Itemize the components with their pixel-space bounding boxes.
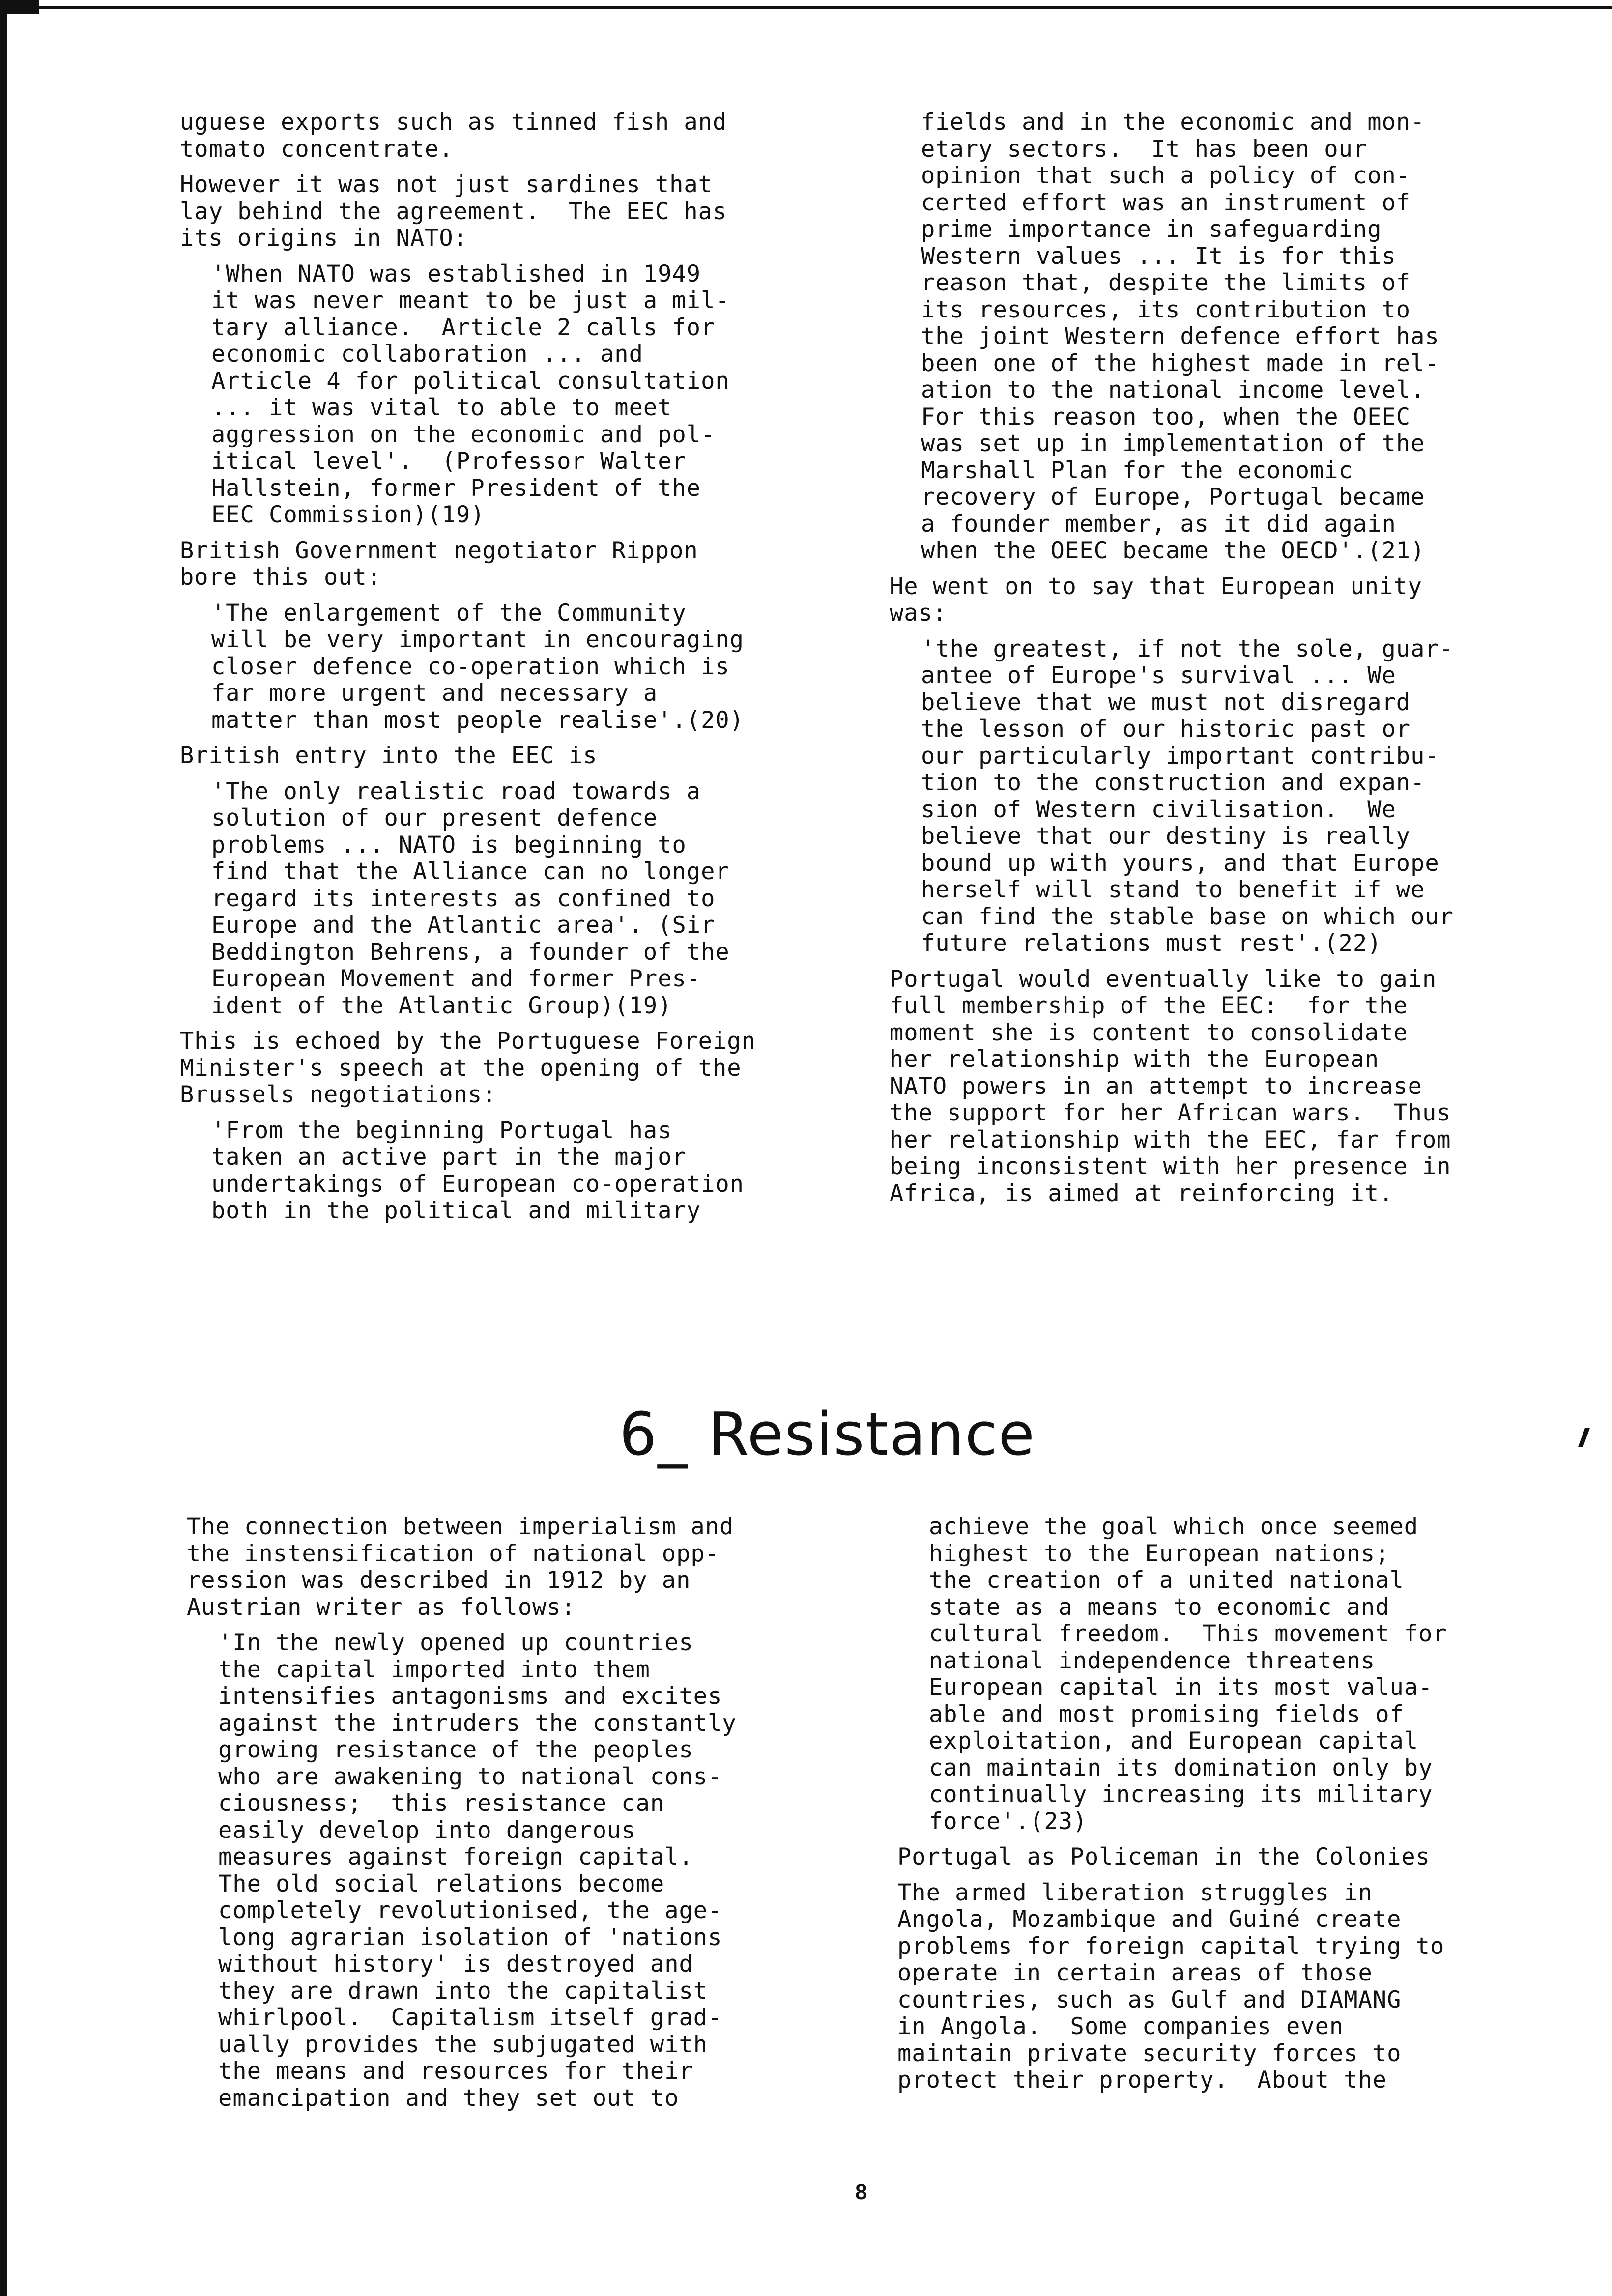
body-paragraph xyxy=(180,743,756,770)
text-line: ation to the national income level. xyxy=(921,376,1425,403)
body-paragraph xyxy=(897,1844,1447,1871)
text-line: etary sectors. It has been our xyxy=(921,135,1368,163)
text-line: NATO powers in an attempt to increase xyxy=(890,1072,1422,1100)
text-line: cultural freedom. This movement for xyxy=(929,1620,1447,1647)
text-line: Marshall Plan for the economic xyxy=(921,457,1353,484)
text-line: ... it was vital to able to meet xyxy=(211,394,672,421)
text-line: force'.(23) xyxy=(929,1808,1088,1835)
text-line: solution of our present defence xyxy=(211,804,658,832)
paragraph-gap xyxy=(187,1621,737,1630)
text-line: 'When NATO was established in 1949 xyxy=(211,260,701,287)
body-paragraph xyxy=(890,574,1454,627)
text-line: future relations must rest'.(22) xyxy=(921,930,1382,957)
text-line: exploitation, and European capital xyxy=(929,1727,1419,1754)
text-line: Brussels negotiations: xyxy=(180,1081,497,1108)
text-line: problems ... NATO is beginning to xyxy=(211,831,687,859)
text-line: can find the stable base on which our xyxy=(921,903,1454,930)
text-line: long agrarian isolation of 'nations xyxy=(218,1923,722,1951)
text-line: Portugal would eventually like to gain xyxy=(890,965,1437,993)
text-line: antee of Europe's survival ... We xyxy=(921,662,1396,689)
top-left-column xyxy=(180,109,756,1225)
text-line: However it was not just sardines that xyxy=(180,171,713,198)
quotation-paragraph xyxy=(180,600,756,734)
paragraph-gap xyxy=(897,1835,1447,1844)
text-line: reason that, despite the limits of xyxy=(921,269,1411,296)
text-line: completely revolutionised, the age- xyxy=(218,1897,722,1924)
text-line: matter than most people realise'.(20) xyxy=(211,706,744,734)
text-line: achieve the goal which once seemed xyxy=(929,1513,1419,1540)
paragraph-gap xyxy=(180,163,756,172)
text-line: ually provides the subjugated with xyxy=(218,2031,708,2058)
text-line: opinion that such a policy of con- xyxy=(921,162,1411,189)
text-line: our particularly important contribu- xyxy=(921,742,1439,770)
paragraph-gap xyxy=(890,627,1454,636)
text-line: 'the greatest, if not the sole, guar- xyxy=(921,635,1454,662)
body-paragraph xyxy=(187,1514,737,1621)
paragraph-gap xyxy=(890,565,1454,574)
text-line: will be very important in encouraging xyxy=(211,626,744,653)
text-line: being inconsistent with her presence in xyxy=(890,1153,1451,1180)
text-line: Beddington Behrens, a founder of the xyxy=(211,938,730,966)
text-line: tion to the construction and expan- xyxy=(921,769,1425,796)
text-line: Hallstein, former President of the xyxy=(211,474,701,502)
text-line: Portugal as Policeman in the Colonies xyxy=(897,1843,1430,1870)
quotation-paragraph xyxy=(187,1630,737,2112)
text-line: growing resistance of the peoples xyxy=(218,1736,693,1763)
text-line: was: xyxy=(890,600,948,627)
paragraph-gap xyxy=(180,734,756,743)
quotation-paragraph xyxy=(897,1514,1447,1835)
text-line: maintain private security forces to xyxy=(897,2039,1402,2067)
text-line: the creation of a united national xyxy=(929,1567,1404,1594)
text-line: Austrian writer as follows: xyxy=(187,1593,576,1621)
quotation-paragraph xyxy=(890,636,1454,957)
text-line: find that the Alliance can no longer xyxy=(211,858,730,885)
text-line: prime importance in safeguarding xyxy=(921,216,1382,243)
text-line: tomato concentrate. xyxy=(180,135,454,163)
text-line: measures against foreign capital. xyxy=(218,1843,693,1870)
text-line: easily develop into dangerous xyxy=(218,1816,636,1844)
text-line: the instensification of national opp- xyxy=(187,1540,720,1567)
page-number: 8 xyxy=(855,2180,867,2204)
text-line: The connection between imperialism and xyxy=(187,1513,734,1540)
corner-mark xyxy=(0,0,39,14)
text-line: they are drawn into the capitalist xyxy=(218,1977,708,2005)
text-line: itical level'. (Professor Walter xyxy=(211,448,687,475)
text-line: the means and resources for their xyxy=(218,2058,693,2085)
text-line: state as a means to economic and xyxy=(929,1593,1390,1621)
text-line: whirlpool. Capitalism itself grad- xyxy=(218,2004,722,2031)
text-line: Minister's speech at the opening of the xyxy=(180,1054,742,1082)
text-line: full membership of the EEC: for the xyxy=(890,992,1408,1019)
text-line: Angola, Mozambique and Guiné create xyxy=(897,1906,1402,1933)
text-line: believe that our destiny is really xyxy=(921,823,1411,850)
text-line: a founder member, as it did again xyxy=(921,510,1396,538)
text-line: economic collaboration ... and xyxy=(211,341,643,368)
text-line: tary alliance. Article 2 calls for xyxy=(211,314,716,341)
text-line: regard its interests as confined to xyxy=(211,885,716,912)
text-line: emancipation and they set out to xyxy=(218,2084,679,2112)
body-paragraph xyxy=(180,109,756,163)
text-line: believe that we must not disregard xyxy=(921,689,1411,716)
text-line: who are awakening to national cons- xyxy=(218,1763,722,1790)
body-paragraph xyxy=(180,538,756,591)
text-line: intensifies antagonisms and excites xyxy=(218,1683,722,1710)
text-line: the support for her African wars. Thus xyxy=(890,1099,1451,1126)
paragraph-gap xyxy=(180,1019,756,1028)
text-line: The old social relations become xyxy=(218,1870,665,1897)
paragraph-gap xyxy=(180,252,756,261)
quotation-paragraph xyxy=(180,778,756,1020)
text-line: ident of the Atlantic Group)(19) xyxy=(211,992,672,1019)
text-line: bore this out: xyxy=(180,564,382,591)
scan-left-edge xyxy=(0,0,7,2296)
text-line: the joint Western defence effort has xyxy=(921,323,1439,350)
text-line: continually increasing its military xyxy=(929,1781,1433,1808)
text-line: European Movement and former Pres- xyxy=(211,965,701,992)
text-line: its origins in NATO: xyxy=(180,225,468,252)
body-paragraph xyxy=(180,172,756,252)
text-line: For this reason too, when the OEEC xyxy=(921,403,1411,430)
body-paragraph xyxy=(890,966,1454,1207)
text-line: it was never meant to be just a mil- xyxy=(211,287,730,314)
text-line: her relationship with the European xyxy=(890,1046,1380,1073)
text-line: its resources, its contribution to xyxy=(921,296,1411,323)
text-line: fields and in the economic and mon- xyxy=(921,109,1425,136)
text-line: Africa, is aimed at reinforcing it. xyxy=(890,1179,1394,1207)
text-line: taken an active part in the major xyxy=(211,1144,687,1171)
text-line: sion of Western civilisation. We xyxy=(921,796,1396,823)
text-line: EEC Commission)(19) xyxy=(211,501,485,528)
text-line: able and most promising fields of xyxy=(929,1700,1404,1728)
text-line: in Angola. Some companies even xyxy=(897,2013,1344,2040)
text-line: lay behind the agreement. The EEC has xyxy=(180,198,727,225)
stray-mark xyxy=(1578,1428,1590,1447)
text-line: The armed liberation struggles in xyxy=(897,1879,1373,1906)
text-line: closer defence co-operation which is xyxy=(211,653,730,680)
text-line: certed effort was an instrument of xyxy=(921,189,1411,216)
text-line: herself will stand to benefit if we xyxy=(921,876,1425,903)
text-line: British entry into the EEC is xyxy=(180,742,598,769)
quotation-paragraph xyxy=(180,261,756,529)
paragraph-gap xyxy=(180,529,756,538)
text-line: operate in certain areas of those xyxy=(897,1959,1373,1986)
text-line: 'The only realistic road towards a xyxy=(211,777,701,805)
paragraph-gap xyxy=(897,1871,1447,1880)
text-line: undertakings of European co-operation xyxy=(211,1170,744,1198)
text-line: Europe and the Atlantic area'. (Sir xyxy=(211,912,716,939)
text-line: aggression on the economic and pol- xyxy=(211,421,716,448)
text-line: protect their property. About the xyxy=(897,2066,1387,2094)
text-line: ciousness; this resistance can xyxy=(218,1790,665,1817)
text-line: her relationship with the EEC, far from xyxy=(890,1126,1451,1153)
text-line: Article 4 for political consultation xyxy=(211,367,730,395)
text-line: He went on to say that European unity xyxy=(890,573,1422,600)
top-rule xyxy=(0,6,1612,9)
text-line: national independence threatens xyxy=(929,1647,1376,1674)
text-line: bound up with yours, and that Europe xyxy=(921,849,1439,877)
text-line: against the intruders the constantly xyxy=(218,1709,737,1737)
top-right-column xyxy=(890,109,1454,1207)
paragraph-gap xyxy=(180,770,756,778)
text-line: the capital imported into them xyxy=(218,1656,650,1683)
text-line: British Government negotiator Rippon xyxy=(180,537,698,564)
bottom-left-column xyxy=(187,1514,737,2112)
quotation-paragraph xyxy=(180,1118,756,1225)
text-line: can maintain its domination only by xyxy=(929,1754,1433,1781)
bottom-right-column xyxy=(897,1514,1447,2094)
text-line: problems for foreign capital trying to xyxy=(897,1932,1445,1960)
text-line: 'From the beginning Portugal has xyxy=(211,1117,672,1144)
text-line: 'The enlargement of the Community xyxy=(211,599,687,627)
text-line: the lesson of our historic past or xyxy=(921,716,1411,743)
text-line: been one of the highest made in rel- xyxy=(921,349,1439,377)
section-heading: 6_ Resistance xyxy=(619,1401,1036,1469)
text-line: ression was described in 1912 by an xyxy=(187,1567,691,1594)
body-paragraph xyxy=(897,1880,1447,2094)
quotation-paragraph xyxy=(890,109,1454,565)
text-line: European capital in its most valua- xyxy=(929,1674,1433,1701)
text-line: moment she is content to consolidate xyxy=(890,1019,1408,1046)
paragraph-gap xyxy=(890,957,1454,966)
text-line: uguese exports such as tinned fish and xyxy=(180,109,727,136)
text-line: both in the political and military xyxy=(211,1197,701,1224)
paragraph-gap xyxy=(180,591,756,600)
text-line: highest to the European nations; xyxy=(929,1540,1390,1567)
text-line: far more urgent and necessary a xyxy=(211,680,658,707)
text-line: was set up in implementation of the xyxy=(921,430,1425,457)
text-line: Western values ... It is for this xyxy=(921,242,1396,270)
text-line: This is echoed by the Portuguese Foreign xyxy=(180,1028,756,1055)
text-line: 'In the newly opened up countries xyxy=(218,1629,693,1656)
paragraph-gap xyxy=(180,1109,756,1118)
text-line: recovery of Europe, Portugal became xyxy=(921,484,1425,511)
body-paragraph xyxy=(180,1028,756,1109)
text-line: when the OEEC became the OECD'.(21) xyxy=(921,537,1425,564)
text-line: countries, such as Gulf and DIAMANG xyxy=(897,1986,1402,2013)
text-line: without history' is destroyed and xyxy=(218,1951,693,1978)
